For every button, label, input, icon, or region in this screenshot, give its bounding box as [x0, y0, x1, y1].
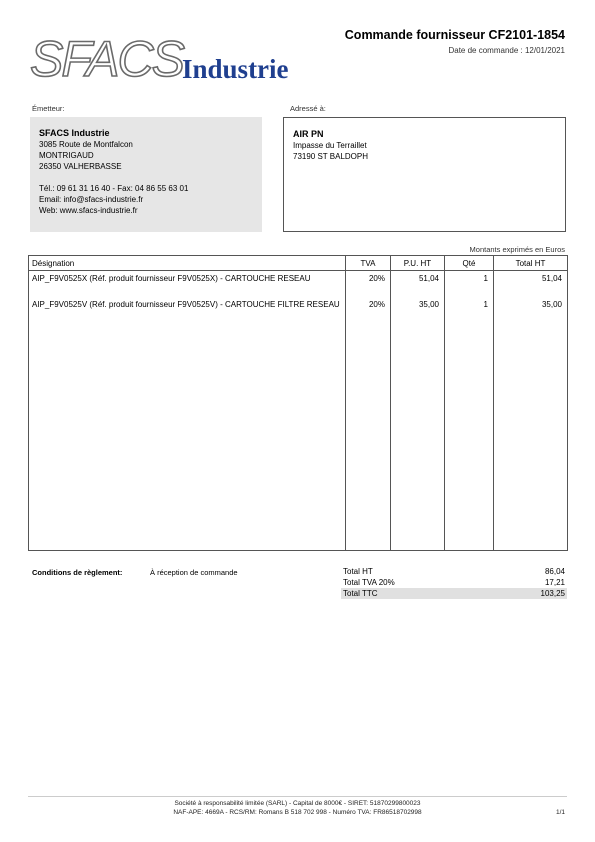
total-tva-row	[341, 577, 567, 588]
cell-qty: 1	[445, 297, 494, 323]
cell-designation: AIP_F9V0525X (Réf. produit fournisseur F9V0525X) - CARTOUCHE RESEAU	[29, 271, 346, 298]
cell-total-ht: 51,04	[494, 271, 568, 298]
page-number: 1/1	[555, 809, 565, 816]
cell-pu-ht: 51,04	[391, 271, 445, 298]
recipient-box	[283, 117, 566, 232]
cell-designation: AIP_F9V0525V (Réf. produit fournisseur F9V0525V) - CARTOUCHE FILTRE RESEAU	[29, 297, 346, 323]
issuer-address-line: 3085 Route de Montfalcon	[39, 140, 133, 149]
table-row	[29, 297, 568, 323]
total-ttc-label: Total TTC	[343, 589, 378, 598]
svg-text:Industrie: Industrie	[182, 54, 289, 84]
order-date: Date de commande : 12/01/2021	[448, 46, 565, 55]
currency-note: Montants exprimés en Euros	[469, 245, 565, 254]
issuer-phone: Tél.: 09 61 31 16 40 - Fax: 04 86 55 63 01	[39, 184, 189, 193]
column-header-qty: Qté	[445, 256, 494, 271]
issuer-box	[30, 117, 262, 232]
footer-legal-line: Société à responsabilité limitée (SARL) - Capital de 8000€ - SIRET: 51870299800023	[174, 800, 421, 807]
table-header-row	[29, 256, 568, 271]
cell-qty: 1	[445, 271, 494, 298]
issuer-email: Email: info@sfacs-industrie.fr	[39, 195, 144, 204]
total-tva-value: 17,21	[544, 578, 565, 587]
footer-legal-line: NAF-APE: 4669A - RCS/RM: Romans B 518 702 998 - Numéro TVA: FR86518702998	[173, 809, 422, 816]
issuer-address-line: 26350 VALHERBASSE	[39, 162, 122, 171]
document-title: Commande fournisseur CF2101-1854	[344, 28, 565, 42]
table-empty-space	[29, 323, 568, 551]
column-header-designation: Désignation	[29, 256, 346, 271]
svg-text:SFACS: SFACS	[30, 36, 183, 87]
recipient-label: Adressé à:	[290, 104, 326, 113]
recipient-address-line: Impasse du Terraillet	[293, 141, 367, 150]
totals-block	[341, 566, 567, 599]
column-header-tva: TVA	[346, 256, 391, 271]
recipient-name: AIR PN	[293, 129, 324, 139]
cell-total-ht: 35,00	[494, 297, 568, 323]
total-ttc-value: 103,25	[540, 589, 565, 598]
total-ttc-row	[341, 588, 567, 599]
company-logo	[30, 36, 320, 88]
total-ht-value: 86,04	[544, 567, 565, 576]
issuer-address-line: MONTRIGAUD	[39, 151, 94, 160]
column-header-pu-ht: P.U. HT	[391, 256, 445, 271]
total-ht-label: Total HT	[343, 567, 373, 576]
footer-divider	[28, 796, 567, 797]
table-row	[29, 271, 568, 298]
recipient-address-line: 73190 ST BALDOPH	[293, 152, 369, 161]
issuer-label: Émetteur:	[32, 104, 65, 113]
issuer-name: SFACS Industrie	[39, 128, 110, 138]
total-ht-row	[341, 566, 567, 577]
payment-conditions-value: À réception de commande	[150, 568, 238, 577]
issuer-web: Web: www.sfacs-industrie.fr	[39, 206, 138, 215]
order-lines-table	[28, 255, 568, 551]
cell-tva: 20%	[346, 271, 391, 298]
cell-tva: 20%	[346, 297, 391, 323]
total-tva-label: Total TVA 20%	[343, 578, 395, 587]
payment-conditions-label: Conditions de règlement:	[32, 568, 123, 577]
cell-pu-ht: 35,00	[391, 297, 445, 323]
column-header-total-ht: Total HT	[494, 256, 568, 271]
